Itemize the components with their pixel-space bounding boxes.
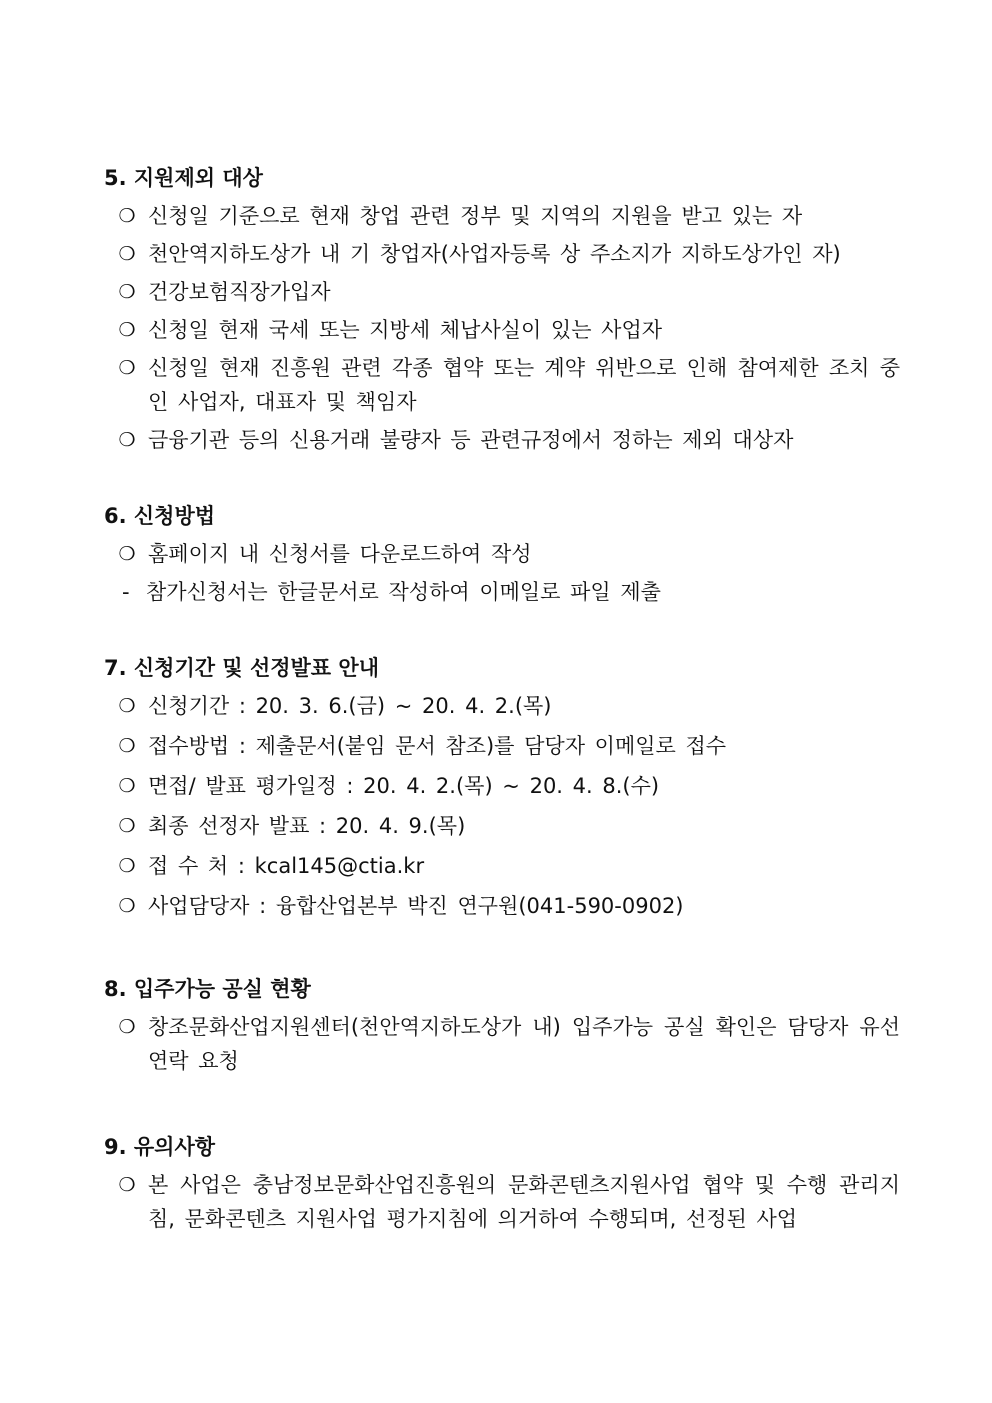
- list-item-text: 신청일 기준으로 현재 창업 관련 정부 및 지역의 지원을 받고 있는 자: [148, 204, 803, 228]
- list-item-text: 천안역지하도상가 내 기 창업자(사업자등록 상 주소지가 지하도상가인 자): [148, 242, 841, 266]
- section-heading: 6. 신청방법: [104, 504, 216, 528]
- circle-bullet-icon: ❍: [118, 815, 136, 837]
- circle-bullet-icon: ❍: [118, 735, 136, 757]
- sub-list-item-text: 참가신청서는 한글문서로 작성하여 이메일로 파일 제출: [146, 580, 661, 604]
- section-heading: 8. 입주가능 공실 현황: [104, 977, 311, 1001]
- list-item-text: 접수방법 : 제출문서(붙임 문서 참조)를 담당자 이메일로 접수: [148, 734, 727, 758]
- list-item-text: 금융기관 등의 신용거래 불량자 등 관련규정에서 정하는 제외 대상자: [148, 428, 794, 452]
- list-item-text: 창조문화산업지원센터(천안역지하도상가 내) 입주가능 공실 확인은 담당자 유선 연락 요청: [148, 1015, 900, 1073]
- circle-bullet-icon: ❍: [118, 243, 136, 265]
- circle-bullet-icon: ❍: [118, 1174, 136, 1196]
- list-item-text: 최종 선정자 발표 : 20. 4. 9.(목): [148, 814, 466, 838]
- list-item-text: 신청일 현재 진흥원 관련 각종 협약 또는 계약 위반으로 인해 참여제한 조치 중인 사업자, 대표자 및 책임자: [148, 356, 900, 414]
- section-8-vacancy: [104, 976, 900, 1086]
- list-item: [104, 693, 900, 719]
- section-9-notes: [104, 1134, 900, 1244]
- circle-bullet-icon: ❍: [118, 855, 136, 877]
- contact-person-text: 사업담당자 : 융합산업본부 박진 연구원(041-590-0902): [148, 894, 684, 918]
- list-item: [104, 1010, 900, 1078]
- circle-bullet-icon: ❍: [118, 357, 136, 379]
- list-item: [104, 733, 900, 759]
- section-5-excluded: [104, 165, 900, 465]
- list-item: [104, 351, 900, 419]
- list-item-text: 신청일 현재 국세 또는 지방세 체납사실이 있는 사업자: [148, 318, 663, 342]
- list-item: [104, 813, 900, 839]
- list-item: [104, 317, 900, 343]
- list-item: [104, 241, 900, 267]
- list-item: [104, 203, 900, 229]
- list-item: [104, 541, 900, 567]
- circle-bullet-icon: ❍: [118, 319, 136, 341]
- circle-bullet-icon: ❍: [118, 695, 136, 717]
- section-heading: 9. 유의사항: [104, 1135, 216, 1159]
- list-item: [104, 427, 900, 453]
- section-6-application-method: [104, 503, 900, 617]
- list-item: [104, 853, 900, 879]
- list-item: [104, 893, 900, 919]
- circle-bullet-icon: ❍: [118, 205, 136, 227]
- list-item: [104, 279, 900, 305]
- section-heading: 5. 지원제외 대상: [104, 166, 263, 190]
- list-item: [104, 773, 900, 799]
- list-item-text: 건강보험직장가입자: [148, 280, 331, 304]
- circle-bullet-icon: ❍: [118, 775, 136, 797]
- section-heading: 7. 신청기간 및 선정발표 안내: [104, 656, 379, 680]
- circle-bullet-icon: ❍: [118, 543, 136, 565]
- list-item-text: 면접/ 발표 평가일정 : 20. 4. 2.(목) ~ 20. 4. 8.(수): [148, 774, 660, 798]
- circle-bullet-icon: ❍: [118, 1016, 136, 1038]
- dash-bullet-icon: -: [122, 580, 130, 604]
- circle-bullet-icon: ❍: [118, 429, 136, 451]
- list-item: [104, 1168, 900, 1236]
- list-item-text: 본 사업은 충남정보문화산업진흥원의 문화콘텐츠지원사업 협약 및 수행 관리지침, 문화콘텐츠 지원사업 평가지침에 의거하여 수행되며, 선정된 사업: [148, 1173, 900, 1231]
- section-7-schedule: [104, 655, 900, 933]
- contact-email-text: 접 수 처 : kcal145@ctia.kr: [148, 854, 425, 878]
- list-item-text: 신청기간 : 20. 3. 6.(금) ~ 20. 4. 2.(목): [148, 694, 552, 718]
- circle-bullet-icon: ❍: [118, 281, 136, 303]
- circle-bullet-icon: ❍: [118, 895, 136, 917]
- sub-list-item: [104, 579, 900, 605]
- list-item-text: 홈페이지 내 신청서를 다운로드하여 작성: [148, 542, 532, 566]
